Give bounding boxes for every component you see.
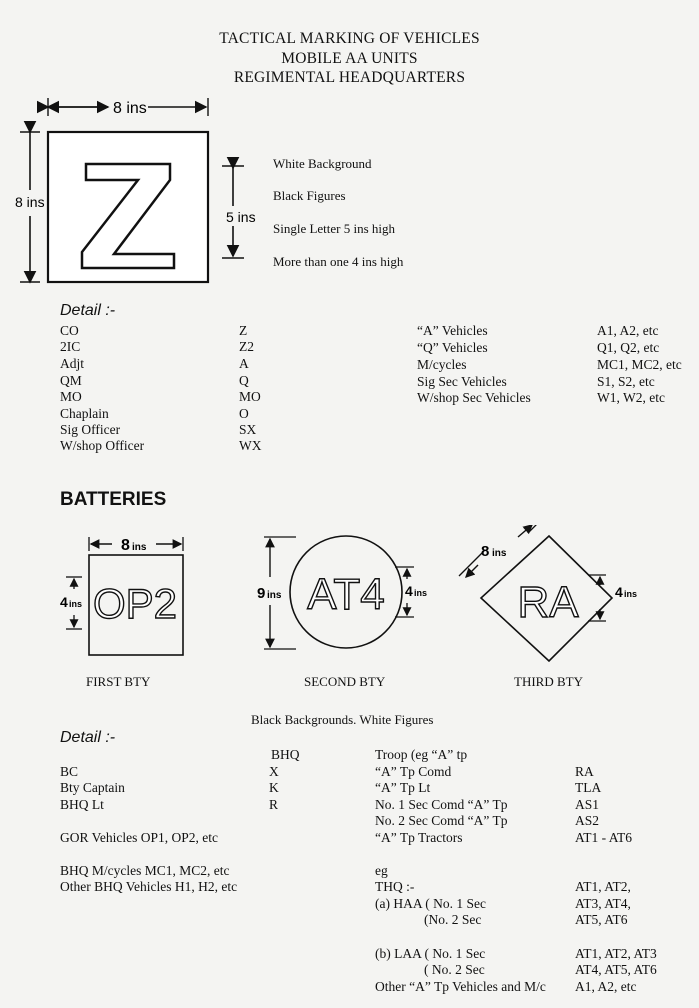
list-item: (No. 2 Sec (424, 912, 482, 927)
third-side-unit: ins (492, 548, 507, 559)
height-label: 8 ins (15, 194, 45, 210)
list-item: Sig Sec Vehicles (417, 374, 507, 389)
list-item: BHQ Lt (60, 797, 104, 812)
third-bty-sign (459, 525, 637, 661)
third-bty-caption: THIRD BTY (514, 674, 583, 689)
list-item-code: W1, W2, etc (597, 390, 665, 405)
third-bty-marking: RA (517, 578, 579, 627)
thq-label: THQ :- (375, 879, 415, 894)
width-label: 8 ins (113, 100, 147, 117)
list-item-code: AT1, AT2, (575, 879, 631, 894)
list-item-code: R (269, 797, 279, 812)
list-item-code: AT1 - AT6 (575, 830, 632, 845)
list-item: No. 1 Sec Comd “A” Tp (375, 797, 508, 812)
second-height-unit: ins (267, 590, 282, 601)
list-item: CO (60, 323, 79, 338)
troop-column-header: Troop (eg “A” tp (375, 747, 468, 762)
detail-heading-1: Detail :- (60, 302, 116, 319)
batteries-heading: BATTERIES (60, 489, 167, 510)
list-item-code: WX (239, 438, 262, 453)
eg-label: eg (375, 863, 388, 878)
list-item-code: MC1, MC2, etc (597, 357, 682, 372)
list-item-code: AS2 (575, 813, 600, 828)
list-item: W/shop Officer (60, 438, 145, 453)
second-bty-caption: SECOND BTY (304, 674, 386, 689)
note-more-than-one: More than one 4 ins high (273, 254, 404, 269)
battery-signs-diagram (40, 525, 670, 673)
list-item: “A” Tp Lt (375, 780, 431, 795)
second-bty-marking: AT4 (307, 570, 385, 619)
third-side-value: 8 (481, 543, 490, 560)
list-item: Adjt (60, 356, 85, 371)
list-item-code: TLA (575, 780, 602, 795)
first-width-unit: ins (132, 542, 147, 553)
list-item-code: A1, A2, etc (575, 979, 637, 994)
note-white-background: White Background (273, 156, 372, 171)
list-item: 2IC (60, 339, 81, 354)
title-line-2: MOBILE AA UNITS (281, 50, 418, 67)
list-item: Bty Captain (60, 780, 125, 795)
first-height-value: 4 (60, 594, 68, 610)
list-item: BHQ M/cycles MC1, MC2, etc (60, 863, 230, 878)
list-item: Sig Officer (60, 422, 121, 437)
list-item: (a) HAA ( No. 1 Sec (375, 896, 486, 911)
list-item-code: X (269, 764, 279, 779)
note-single-letter: Single Letter 5 ins high (273, 221, 396, 236)
list-item-code: Z2 (239, 339, 254, 354)
list-item-code: A (239, 356, 249, 371)
list-item-code: S1, S2, etc (597, 374, 655, 389)
first-width-value: 8 (121, 537, 130, 554)
rhq-sign-diagram (10, 92, 270, 292)
list-item-code: A1, A2, etc (597, 323, 659, 338)
list-item: “A” Tp Tractors (375, 830, 463, 845)
first-bty-caption: FIRST BTY (86, 674, 151, 689)
list-item-code: Q1, Q2, etc (597, 340, 660, 355)
list-item-code: O (239, 406, 249, 421)
third-inner-unit: ins (624, 589, 638, 599)
second-bty-sign (257, 536, 427, 649)
list-item-code: AT3, AT4, (575, 896, 631, 911)
note-black-figures: Black Figures (273, 188, 346, 203)
list-item: (b) LAA ( No. 1 Sec (375, 946, 486, 961)
list-item: QM (60, 373, 82, 388)
bhq-column-header: BHQ (271, 747, 300, 762)
title-line-1: TACTICAL MARKING OF VEHICLES (219, 30, 480, 47)
list-item-code: AT5, AT6 (575, 912, 628, 927)
list-item: W/shop Sec Vehicles (417, 390, 531, 405)
first-height-unit: ins (69, 599, 83, 609)
list-item-code: Z (239, 323, 248, 338)
list-item-code: RA (575, 764, 594, 779)
second-inner-unit: ins (414, 588, 428, 598)
list-item: BC (60, 764, 79, 779)
list-item: “Q” Vehicles (417, 340, 488, 355)
list-item-code: AS1 (575, 797, 600, 812)
letter-height-label: 5 ins (226, 209, 256, 225)
list-item: No. 2 Sec Comd “A” Tp (375, 813, 508, 828)
list-item: Chaplain (60, 406, 109, 421)
list-item-code: AT1, AT2, AT3 (575, 946, 657, 961)
first-bty-marking: OP2 (92, 580, 178, 627)
batteries-colour-note: Black Backgrounds. White Figures (251, 712, 434, 727)
list-item-code: Q (239, 373, 249, 388)
list-item: “A” Vehicles (417, 323, 488, 338)
list-item: MO (60, 389, 82, 404)
list-item: Other “A” Tp Vehicles and M/c (375, 979, 546, 994)
detail-heading-2: Detail :- (60, 729, 116, 746)
second-height-value: 9 (257, 585, 266, 602)
list-item-code: K (269, 780, 279, 795)
third-inner-value: 4 (615, 584, 623, 600)
list-item: ( No. 2 Sec (424, 962, 485, 977)
list-item: GOR Vehicles OP1, OP2, etc (60, 830, 218, 845)
list-item: M/cycles (417, 357, 467, 372)
list-item: Other BHQ Vehicles H1, H2, etc (60, 879, 238, 894)
title-line-3: REGIMENTAL HEADQUARTERS (233, 69, 466, 86)
list-item: “A” Tp Comd (375, 764, 452, 779)
second-inner-value: 4 (405, 583, 413, 599)
z-letter-value: Z (10, 92, 11, 93)
list-item-code: AT4, AT5, AT6 (575, 962, 657, 977)
list-item-code: SX (239, 422, 257, 437)
first-bty-sign (60, 537, 183, 655)
list-item-code: MO (239, 389, 261, 404)
